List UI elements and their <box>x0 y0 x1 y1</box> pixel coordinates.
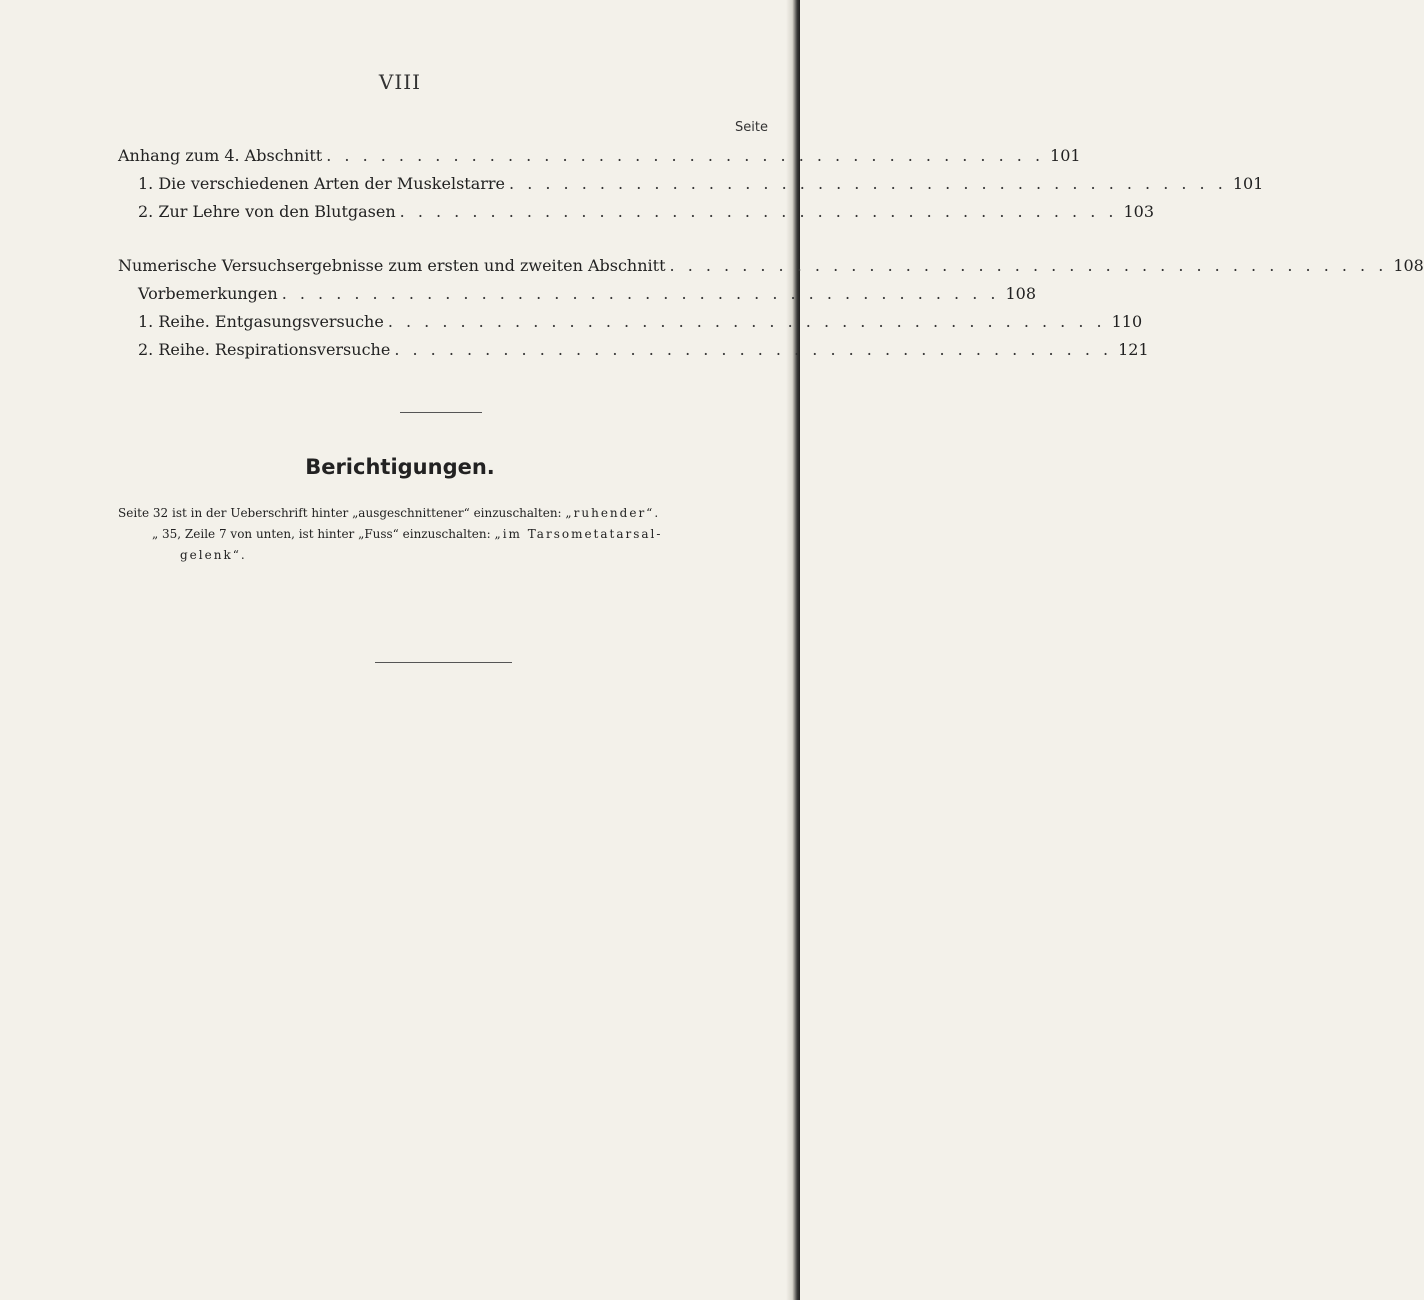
errata-spaced-text: gelenk“. <box>180 548 247 562</box>
toc-entry <box>138 340 1149 362</box>
toc-entry <box>138 174 1264 196</box>
toc-entry <box>118 256 1424 278</box>
toc-leader-dots: . . . . . . . . . . . . . . . . . . . . . . . . . . . . . . . . . . . . . . . . <box>281 284 1000 303</box>
section-divider <box>375 662 512 663</box>
errata-spaced-text: „ruhender“. <box>565 506 661 520</box>
toc-entry-title: 2. Reihe. Respirationsversuche <box>138 340 391 359</box>
toc-entry-page: 103 <box>1123 202 1154 221</box>
toc-leader-dots: . . . . . . . . . . . . . . . . . . . . . . . . . . . . . . . . . . . . . . . . <box>669 256 1388 275</box>
toc-entry-title: Numerische Versuchsergebnisse zum ersten und zweiten Abschnitt <box>118 256 666 275</box>
seite-column-label: Seite <box>735 120 768 135</box>
toc-entry <box>138 284 1037 306</box>
toc-entry <box>138 202 1154 224</box>
toc-entry-page: 101 <box>1050 146 1081 165</box>
toc-entry-page: 108 <box>1393 256 1424 275</box>
toc-entry-page: 108 <box>1005 284 1037 303</box>
toc-entry-title: Anhang zum 4. Abschnitt <box>118 146 323 165</box>
toc-leader-dots: . . . . . . . . . . . . . . . . . . . . . . . . . . . . . . . . . . . . . . . . <box>399 202 1118 221</box>
toc-entry-page: 121 <box>1118 340 1149 359</box>
errata-text: „ 35, Zeile 7 von unten, ist hinter „Fuss“ einzuschalten: <box>152 527 491 541</box>
toc-entry <box>118 146 1081 168</box>
toc-entry-page: 110 <box>1111 312 1143 331</box>
toc-leader-dots: . . . . . . . . . . . . . . . . . . . . . . . . . . . . . . . . . . . . . . . . <box>387 312 1106 331</box>
errata-line <box>118 503 778 524</box>
toc-entry-title: 2. Zur Lehre von den Blutgasen <box>138 202 396 221</box>
section-divider <box>400 412 482 413</box>
toc-entry-page: 101 <box>1232 174 1264 193</box>
errata-heading: Berichtigungen. <box>305 455 495 479</box>
page-number-header: VIII <box>378 70 422 94</box>
errata-text: Seite 32 ist in der Ueberschrift hinter „ausgeschnittener“ einzuschalten: <box>118 506 562 520</box>
page-edge-shadow <box>786 0 800 1300</box>
errata-line <box>152 524 782 545</box>
toc-leader-dots: . . . . . . . . . . . . . . . . . . . . . . . . . . . . . . . . . . . . . . . . <box>326 146 1045 165</box>
errata-spaced-text: „im Tarsometatarsal- <box>494 527 663 541</box>
toc-entry-title: 1. Reihe. Entgasungsversuche <box>138 312 384 331</box>
toc-entry-title: Vorbemerkungen <box>138 284 278 303</box>
toc-entry-title: 1. Die verschiedenen Arten der Muskelstarre <box>138 174 506 193</box>
toc-leader-dots: . . . . . . . . . . . . . . . . . . . . . . . . . . . . . . . . . . . . . . . . <box>394 340 1113 359</box>
toc-entry <box>138 312 1143 334</box>
errata-line <box>180 545 780 566</box>
toc-leader-dots: . . . . . . . . . . . . . . . . . . . . . . . . . . . . . . . . . . . . . . . . <box>509 174 1227 193</box>
